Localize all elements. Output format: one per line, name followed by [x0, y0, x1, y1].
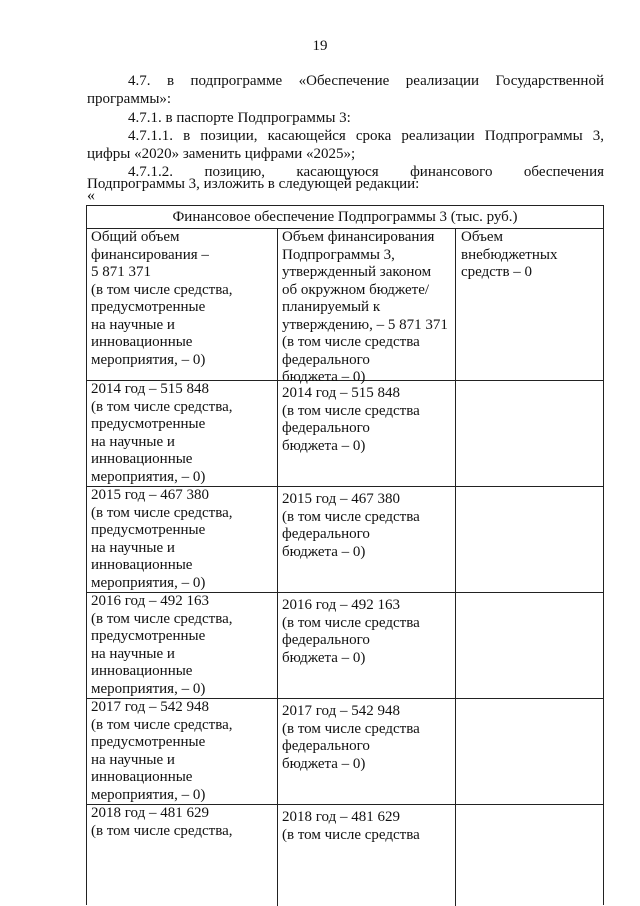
paragraph-4-7-1-2-line1: 4.7.1.2. позицию, касающуюся финансового обеспечения — [128, 164, 604, 180]
paragraph-4-7-1-1-line2: цифры «2020» заменить цифрами «2025»; — [87, 146, 356, 162]
budget-funding-cell: Объем финансирования Подпрограммы 3, утвержденный законом об окружном бюджете/ планируемый к утверждению, – 5 871 371 (в том числе средства федерального бюджета – 0) — [282, 229, 448, 385]
total-funding-cell: Общий объем финансирования – 5 871 371 (в том числе средства, предусмотренные на научные и инновационные мероприятия, – 0) — [91, 229, 233, 368]
year-2018-total-cell: 2018 год – 481 629 (в том числе средства, — [91, 805, 233, 839]
paragraph-4-7-line1: 4.7. в подпрограмме «Обеспечение реализации Государственной — [128, 73, 604, 89]
paragraph-4-7-1-1-line1: 4.7.1.1. в позиции, касающейся срока реализации Подпрограммы 3, — [128, 128, 604, 144]
paragraph-4-7-1: 4.7.1. в паспорте Подпрограммы 3: — [128, 110, 351, 126]
paragraph-4-7-1-2-line2: Подпрограммы 3, изложить в следующей редакции: — [87, 176, 420, 192]
year-2015-total-cell: 2015 год – 467 380 (в том числе средства, предусмотренные на научные и инновационные мероприятия, – 0) — [91, 487, 233, 591]
extrabudgetary-cell: Объем внебюджетных средств – 0 — [461, 229, 558, 280]
year-2016-total-cell: 2016 год – 492 163 (в том числе средства, предусмотренные на научные и инновационные мероприятия, – 0) — [91, 593, 233, 697]
table-header: Финансовое обеспечение Подпрограммы 3 (тыс. руб.) — [87, 206, 603, 229]
year-2016-budget-cell: 2016 год – 492 163 (в том числе средства федерального бюджета – 0) — [282, 597, 420, 666]
year-2014-budget-cell: 2014 год – 515 848 (в том числе средства федерального бюджета – 0) — [282, 385, 420, 454]
page-number: 19 — [312, 38, 328, 54]
year-2014-total-cell: 2014 год – 515 848 (в том числе средства, предусмотренные на научные и инновационные мероприятия, – 0) — [91, 381, 233, 485]
year-2017-budget-cell: 2017 год – 542 948 (в том числе средства федерального бюджета – 0) — [282, 703, 420, 772]
year-2015-budget-cell: 2015 год – 467 380 (в том числе средства федерального бюджета – 0) — [282, 491, 420, 560]
financing-table — [86, 205, 604, 905]
opening-quote-mark: « — [87, 187, 95, 204]
paragraph-4-7-line2: программы»: — [87, 91, 172, 107]
year-2018-budget-cell: 2018 год – 481 629 (в том числе средства — [282, 809, 420, 843]
year-2017-total-cell: 2017 год – 542 948 (в том числе средства, предусмотренные на научные и инновационные мероприятия, – 0) — [91, 699, 233, 803]
